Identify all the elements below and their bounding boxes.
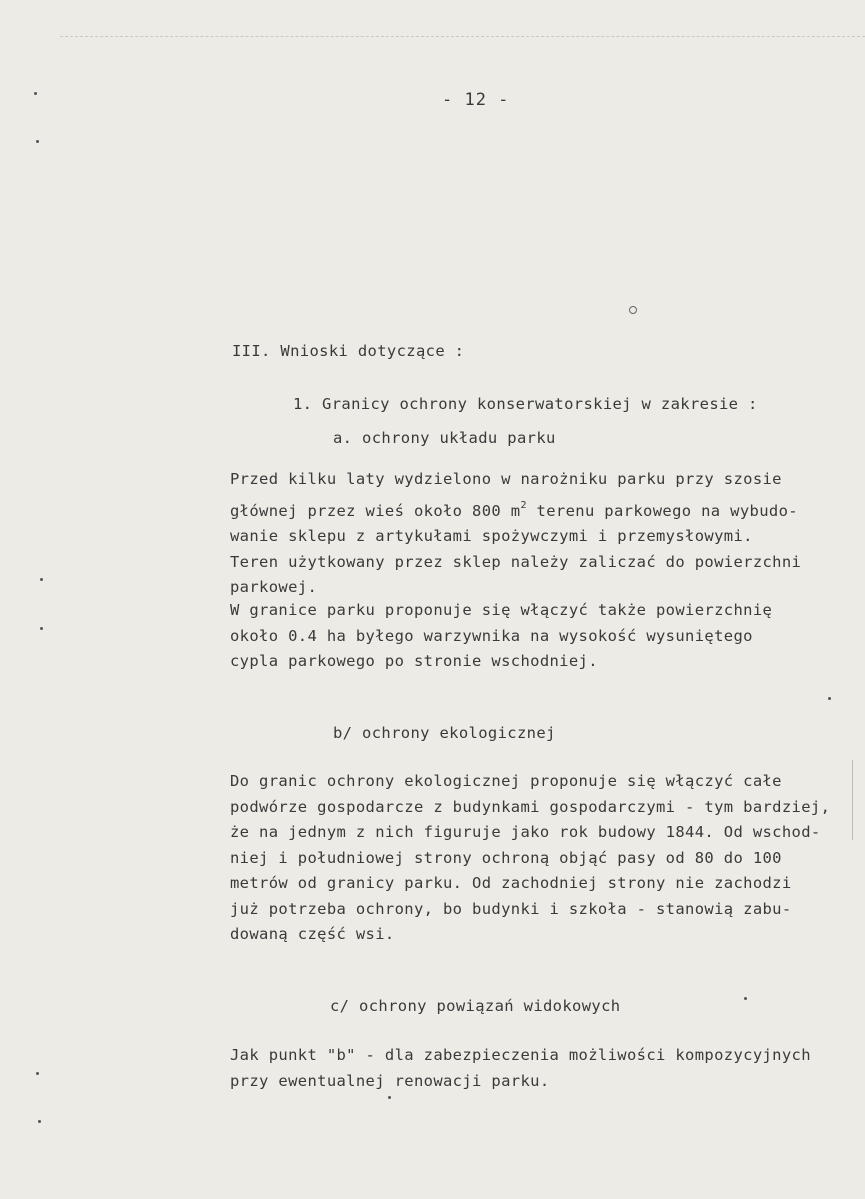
paragraph-line: dowaną część wsi. [230,925,395,943]
paper-speck [744,997,747,1000]
paragraph-4 [230,1043,811,1094]
subsection-1-heading: 1. Granicy ochrony konserwatorskiej w zakresie : [293,395,758,413]
page-edge-line [60,36,865,37]
margin-mark [852,760,853,840]
paragraph-line: już potrzeba ochrony, bo budynki i szkoła - stanowią zabu- [230,899,792,918]
paragraph-line: Teren użytkowany przez sklep należy zaliczać do powierzchni [230,552,802,571]
paragraph-line: W granice parku proponuje się włączyć także powierzchnię [230,601,773,619]
subsection-c-heading: c/ ochrony powiązań widokowych [330,997,621,1015]
paragraph-line: cypla parkowego po stronie wschodniej. [230,652,598,670]
paragraph-line: niej i południowej strony ochroną objąć pasy od 80 do 100 [230,848,782,867]
page-number: - 12 - [442,90,510,110]
paragraph-line: Jak punkt "b" - dla zabezpieczenia możliwości kompozycyjnych [230,1046,811,1064]
paragraph-line: około 0.4 ha byłego warzywnika na wysokość wysuniętego [230,626,753,645]
paper-speck [629,306,637,314]
paragraph-line-part: głównej przez wieś około 800 m [230,501,521,520]
paragraph-2 [230,598,772,675]
paper-speck [36,140,39,143]
paragraph-line: parkowej. [230,578,318,596]
paragraph-line: Do granic ochrony ekologicznej proponuje się włączyć całe [230,772,782,790]
paragraph-line-part: terenu parkowego na wybudo- [536,501,798,520]
paper-speck [34,92,37,95]
paper-speck [36,1072,39,1075]
paper-speck [388,1096,391,1099]
paragraph-line: że na jednym z nich figuruje jako rok budowy 1844. Od wschod- [230,823,821,841]
paper-speck [40,578,43,581]
section-heading: III. Wnioski dotyczące : [232,342,465,360]
paragraph-1 [230,467,801,601]
paper-speck [828,697,831,700]
area-superscript: 2 [520,499,527,511]
subsection-a-heading: a. ochrony układu parku [333,429,556,447]
paragraph-line [230,493,801,525]
paragraph-3 [230,769,830,948]
subsection-b-heading: b/ ochrony ekologicznej [333,724,556,742]
paragraph-line: przy ewentualnej renowacji parku. [230,1071,550,1090]
paragraph-line: Przed kilku laty wydzielono w narożniku parku przy szosie [230,470,782,488]
paragraph-line: podwórze gospodarcze z budynkami gospodarczymi - tym bardziej, [230,797,831,816]
paper-speck [38,1120,41,1123]
paper-speck [40,627,43,630]
paragraph-line: wanie sklepu z artykułami spożywczymi i przemysłowymi. [230,527,753,545]
paragraph-line: metrów od granicy parku. Od zachodniej strony nie zachodzi [230,874,792,892]
